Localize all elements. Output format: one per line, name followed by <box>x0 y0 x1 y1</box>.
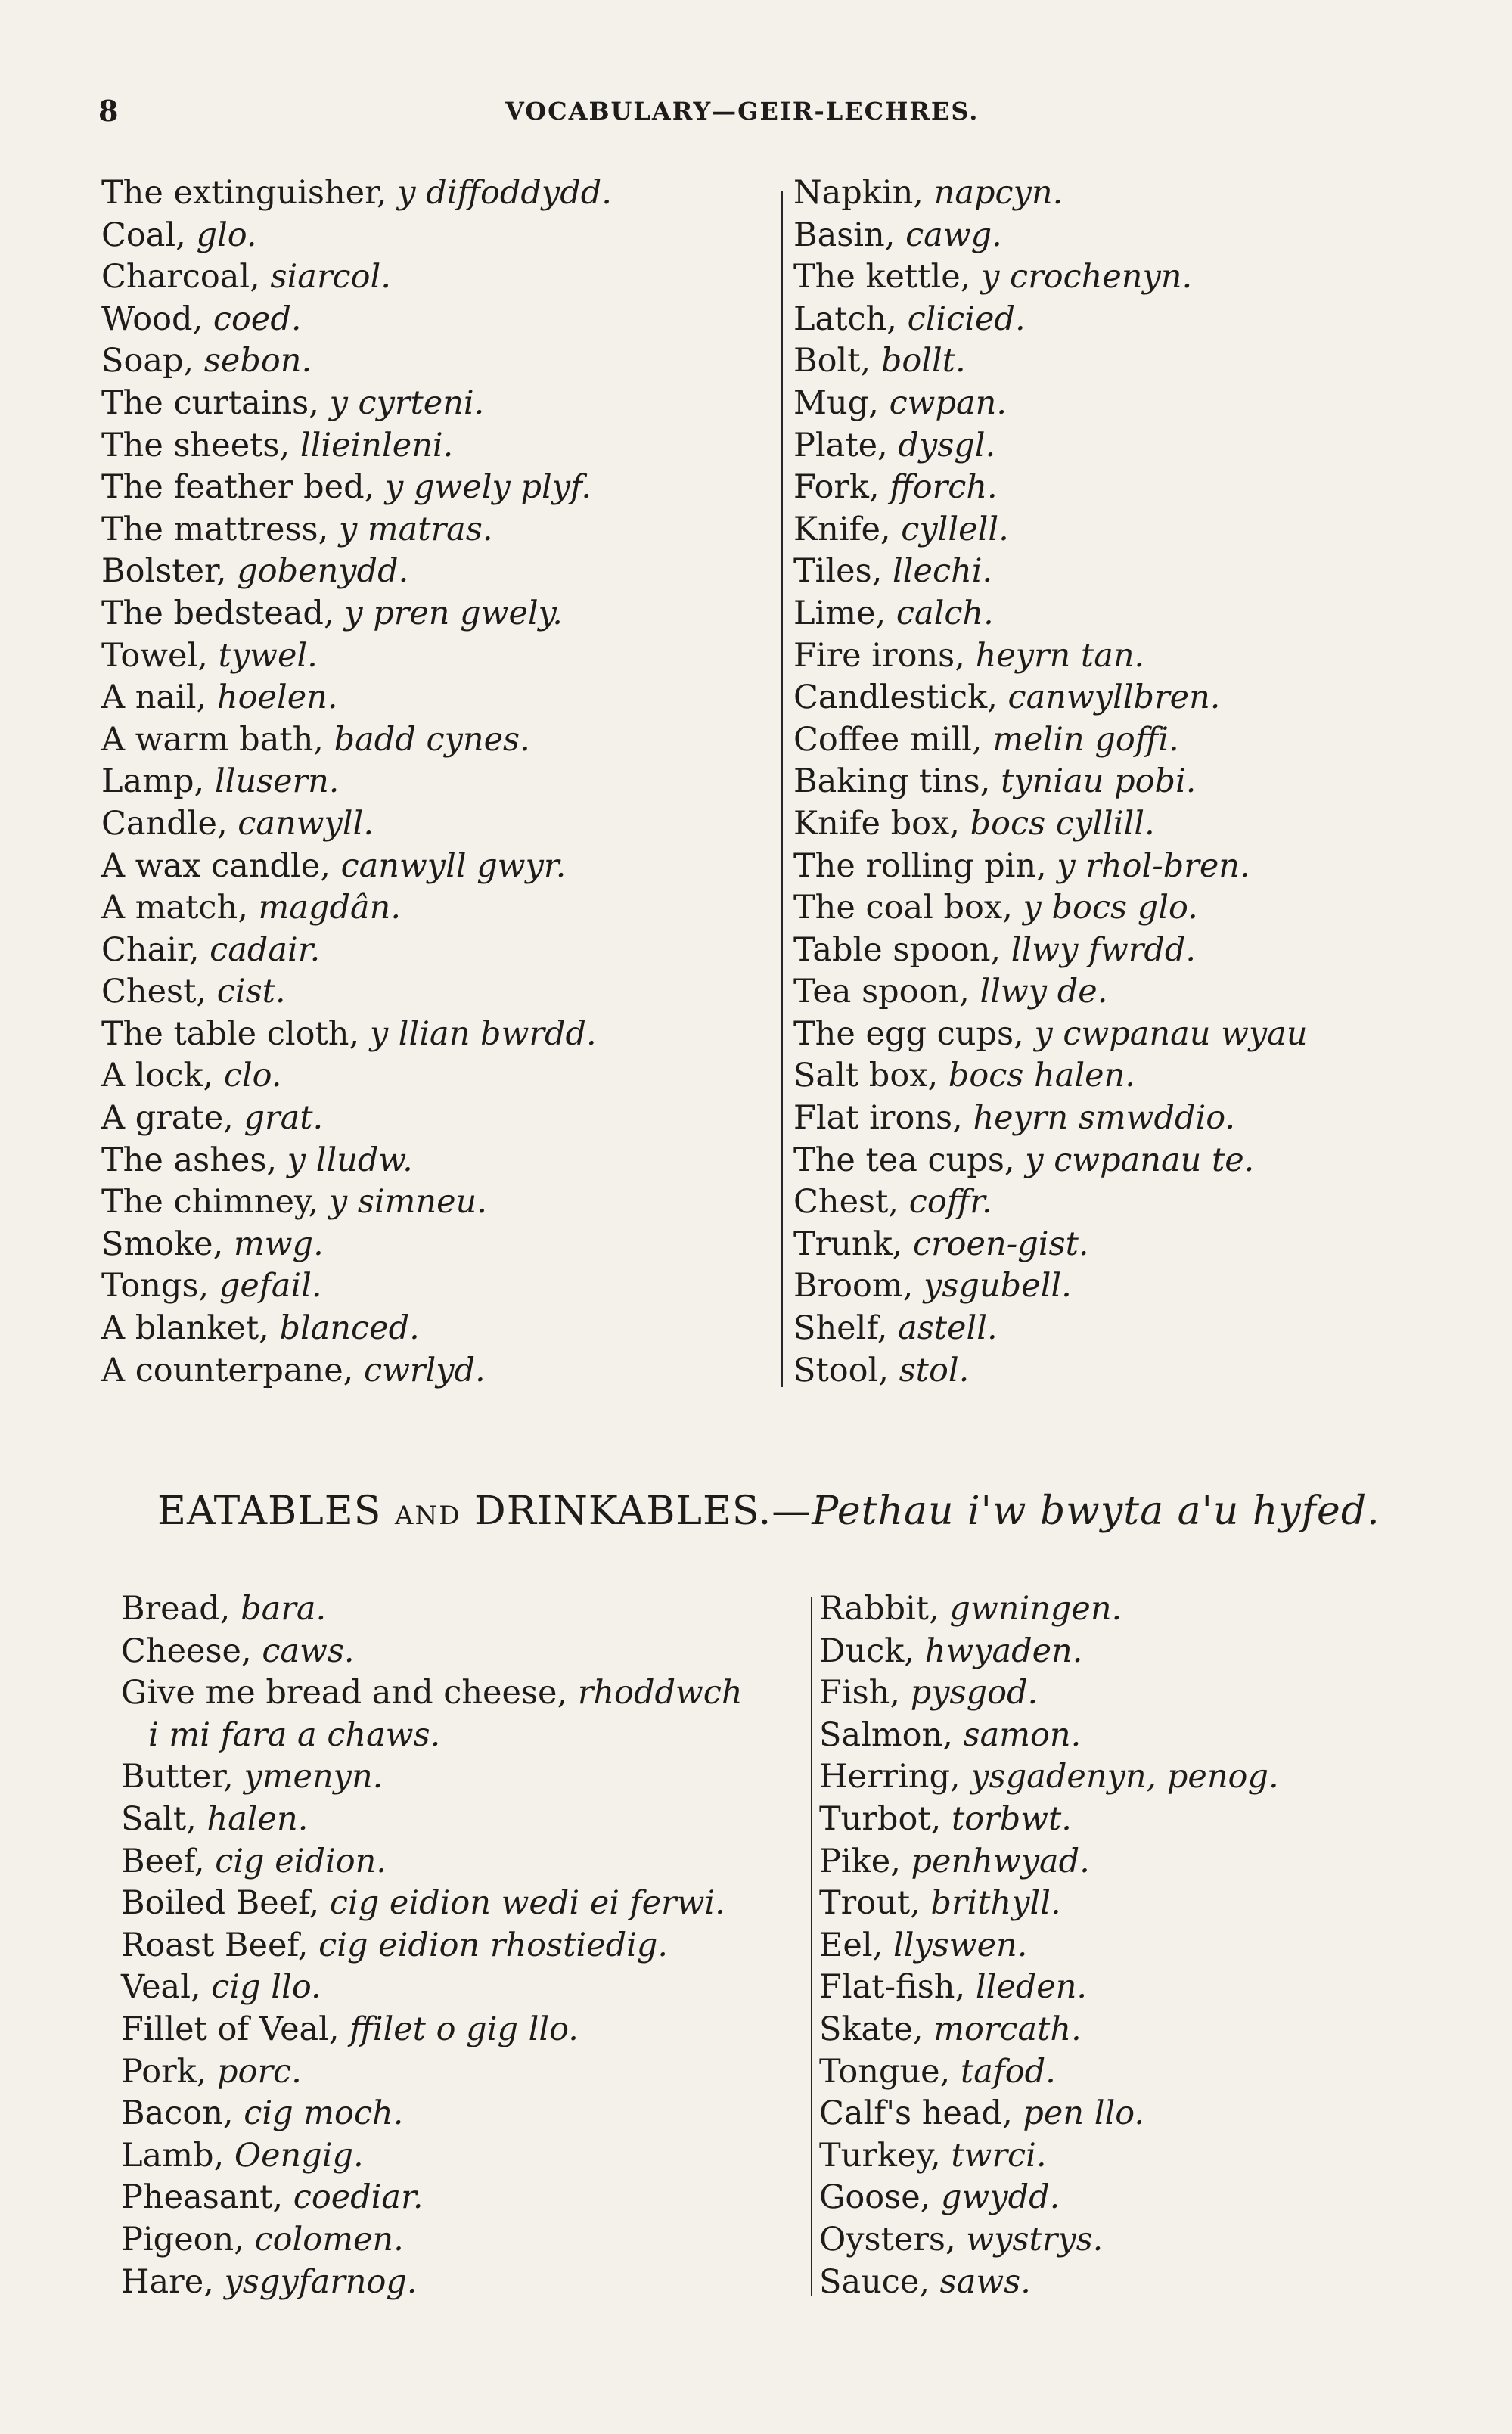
welsh-term: twrci. <box>951 2136 1047 2175</box>
vocab-entry <box>101 1055 612 1097</box>
vocab-entry <box>819 1756 1279 1799</box>
english-term: Candlestick, <box>793 678 1008 717</box>
welsh-term: lleden. <box>975 1968 1088 2007</box>
welsh-term: heyrn smwddio. <box>973 1099 1236 1138</box>
welsh-term: samon. <box>963 1715 1082 1754</box>
welsh-term: magdân. <box>258 889 401 927</box>
english-term: Turkey, <box>819 2136 952 2175</box>
welsh-term: tyniau pobi. <box>1001 762 1197 801</box>
vocab-entry <box>793 551 1308 593</box>
welsh-term: canwyll gwyr. <box>340 846 567 885</box>
welsh-term: stol. <box>899 1351 970 1389</box>
welsh-term: llusern. <box>214 762 340 801</box>
vocab-entry <box>819 2093 1279 2135</box>
english-term: Basin, <box>793 216 906 254</box>
english-term: The coal box, <box>793 889 1023 927</box>
welsh-term: torbwt. <box>951 1799 1072 1838</box>
welsh-term: coed. <box>213 300 302 338</box>
vocab-entry <box>819 1672 1279 1715</box>
vocab-entry <box>819 1883 1279 1925</box>
english-term: Smoke, <box>101 1225 234 1263</box>
welsh-term: croen-gist. <box>913 1225 1089 1263</box>
english-term: Lamp, <box>101 762 215 801</box>
vocab-entry <box>101 846 612 888</box>
welsh-term: cig moch. <box>244 2094 404 2133</box>
welsh-term: y pren gwely. <box>344 594 563 632</box>
vocab-entry <box>101 425 612 467</box>
english-term: Salt box, <box>793 1057 948 1095</box>
vocab-entry <box>819 1631 1279 1673</box>
english-term: The bedstead, <box>101 594 345 632</box>
english-term: Bolt, <box>793 342 881 380</box>
english-term: Fire irons, <box>793 636 976 675</box>
english-term: Butter, <box>121 1758 244 1796</box>
english-term: Baking tins, <box>793 762 1001 801</box>
vocab-entry <box>101 1224 612 1266</box>
english-term: The kettle, <box>793 258 982 296</box>
welsh-term: ymenyn. <box>244 1758 383 1796</box>
vocab-entry <box>793 172 1308 215</box>
welsh-term: colomen. <box>254 2220 404 2259</box>
welsh-term: cwpan. <box>889 383 1007 422</box>
english-term: The table cloth, <box>101 1014 370 1053</box>
vocab-entry <box>819 1925 1279 1967</box>
welsh-term: y cyrteni. <box>329 383 485 422</box>
welsh-term: llyswen. <box>893 1926 1028 1964</box>
english-term: The curtains, <box>101 383 330 422</box>
vocab-entry <box>793 215 1308 257</box>
vocab-entry <box>793 1350 1308 1392</box>
welsh-term: y cwpanau wyau <box>1034 1014 1308 1053</box>
welsh-term: wystrys. <box>966 2220 1104 2259</box>
welsh-term: y bocs glo. <box>1023 889 1198 927</box>
welsh-term: mwg. <box>233 1225 324 1263</box>
english-term: Pheasant, <box>121 2178 293 2217</box>
english-term: Give me bread and cheese, <box>121 1674 578 1712</box>
vocab-entry <box>819 2051 1279 2094</box>
english-term: Fish, <box>819 1674 911 1712</box>
page-number: 8 <box>98 94 119 128</box>
vocab-entry <box>121 2135 743 2178</box>
welsh-term: penhwyad. <box>911 1842 1090 1880</box>
english-term: Soap, <box>101 342 204 380</box>
welsh-term: cist. <box>216 973 286 1011</box>
english-term: Salt, <box>121 1799 207 1838</box>
welsh-term: morcath. <box>933 2010 1082 2048</box>
vocab-entry <box>819 1967 1279 2009</box>
vocab-entry <box>819 1799 1279 1841</box>
english-term: The egg cups, <box>793 1014 1035 1053</box>
welsh-term: y crochenyn. <box>981 258 1193 296</box>
english-term: Candle, <box>101 804 238 843</box>
welsh-term: canwyll. <box>238 804 374 843</box>
english-term: Eel, <box>819 1926 893 1964</box>
vocab-entry <box>793 887 1308 930</box>
welsh-term: ysgubell. <box>924 1267 1072 1305</box>
vocab-entry <box>819 1715 1279 1757</box>
english-term: Roast Beef, <box>121 1926 319 1964</box>
vocab-entry <box>121 1799 743 1841</box>
welsh-term: gwydd. <box>940 2178 1060 2217</box>
vocab-entry <box>793 1224 1308 1266</box>
english-term: Chair, <box>101 930 210 969</box>
welsh-term: glo. <box>196 216 257 254</box>
vocab-entry <box>793 1140 1308 1182</box>
welsh-term: i mi fara a chaws. <box>148 1715 441 1754</box>
welsh-term: llwy de. <box>980 973 1108 1011</box>
welsh-term: cig llo. <box>211 1968 321 2007</box>
english-term: Bread, <box>121 1590 241 1628</box>
vocab-entry <box>819 2219 1279 2262</box>
english-term: The extinguisher, <box>101 174 398 212</box>
vocab-entry <box>121 1883 743 1925</box>
english-term: Shelf, <box>793 1309 899 1348</box>
english-term: The tea cups, <box>793 1141 1026 1179</box>
welsh-term: bocs halen. <box>948 1057 1135 1095</box>
vocab-entry <box>793 971 1308 1014</box>
english-term: Plate, <box>793 426 899 464</box>
section-heading <box>157 1489 1380 1534</box>
vocab-entry <box>793 677 1308 719</box>
welsh-term: tafod. <box>960 2052 1056 2091</box>
welsh-term: ffilet o gig llo. <box>349 2010 579 2048</box>
vocab-entry <box>101 1097 612 1140</box>
vocab-entry <box>121 2051 743 2094</box>
english-term: Tea spoon, <box>793 973 980 1011</box>
welsh-term: brithyll. <box>930 1884 1061 1923</box>
english-term: Turbot, <box>819 1799 952 1838</box>
english-term: Rabbit, <box>819 1590 950 1628</box>
welsh-term: Oengig. <box>234 2136 364 2175</box>
english-term: Boiled Beef, <box>121 1884 330 1923</box>
english-term: Coffee mill, <box>793 720 993 759</box>
vocab-entry <box>101 1140 612 1182</box>
vocab-entry <box>121 2262 743 2304</box>
heading-and: AND <box>394 1501 461 1531</box>
vocab-entry <box>121 2177 743 2219</box>
welsh-term: cyllell. <box>901 510 1009 548</box>
vocab-entry <box>101 719 612 762</box>
english-term: Pork, <box>121 2052 218 2091</box>
welsh-term: cig eidion wedi ei ferwi. <box>329 1884 725 1923</box>
welsh-term: gobenydd. <box>237 552 409 591</box>
welsh-term: heyrn tan. <box>975 636 1145 675</box>
running-title: VOCABULARY—GEIR-LECHRES. <box>505 97 980 126</box>
vocab-entry <box>101 215 612 257</box>
welsh-term: llieinleni. <box>300 426 454 464</box>
welsh-term: clicied. <box>907 300 1026 338</box>
english-term: Skate, <box>819 2010 934 2048</box>
welsh-term: llwy fwrdd. <box>1011 930 1197 969</box>
vocab-entry <box>101 1265 612 1308</box>
section1-right-column <box>793 172 1308 1392</box>
english-term: Mug, <box>793 383 890 422</box>
vocab-entry <box>793 1014 1308 1056</box>
vocab-entry <box>793 1308 1308 1350</box>
english-term: Flat-fish, <box>819 1968 976 2007</box>
english-term: The sheets, <box>101 426 300 464</box>
vocab-entry <box>121 2219 743 2262</box>
welsh-term: hwyaden. <box>924 1631 1083 1670</box>
english-term: Flat irons, <box>793 1099 973 1138</box>
english-term: Latch, <box>793 300 908 338</box>
welsh-term: cwrlyd. <box>364 1351 486 1389</box>
vocab-entry <box>793 930 1308 972</box>
english-term: Chest, <box>101 973 217 1011</box>
english-term: A lock, <box>101 1057 224 1095</box>
vocab-entry <box>101 1308 612 1350</box>
vocab-entry <box>101 551 612 593</box>
vocab-entry <box>121 1631 743 1673</box>
english-term: Tongs, <box>101 1267 219 1305</box>
welsh-term: gwningen. <box>949 1590 1122 1628</box>
vocab-entry <box>101 383 612 425</box>
english-term: Towel, <box>101 636 219 675</box>
vocab-entry <box>793 1265 1308 1308</box>
welsh-term: coffr. <box>908 1183 992 1222</box>
welsh-term: cig eidion. <box>215 1842 387 1880</box>
welsh-term: porc. <box>217 2052 302 2091</box>
welsh-term: bara. <box>241 1590 327 1628</box>
welsh-term: hoelen. <box>216 678 338 717</box>
vocab-entry <box>101 467 612 509</box>
vocab-entry <box>819 2135 1279 2178</box>
vocab-entry <box>793 383 1308 425</box>
english-term: Pigeon, <box>121 2220 255 2259</box>
welsh-term: y matras. <box>338 510 493 548</box>
heading-eatables: EATABLES <box>157 1489 382 1534</box>
vocab-entry <box>793 340 1308 383</box>
vocab-entry <box>101 299 612 341</box>
english-term: Veal, <box>121 1968 212 2007</box>
english-term: Tiles, <box>793 552 893 591</box>
welsh-term: grat. <box>244 1099 324 1138</box>
welsh-term: astell. <box>898 1309 998 1348</box>
english-term: A match, <box>101 889 259 927</box>
section2-column-divider <box>811 1597 812 2296</box>
english-term: Wood, <box>101 300 213 338</box>
english-term: A blanket, <box>101 1309 280 1348</box>
english-term: Fork, <box>793 468 890 507</box>
vocab-entry <box>793 803 1308 846</box>
welsh-term: y simneu. <box>328 1183 487 1222</box>
english-term: Pike, <box>819 1842 911 1880</box>
welsh-term: caws. <box>262 1631 355 1670</box>
vocab-entry <box>793 846 1308 888</box>
welsh-term: cawg. <box>905 216 1002 254</box>
english-term: The chimney, <box>101 1183 329 1222</box>
welsh-term: saws. <box>939 2262 1031 2301</box>
english-term: The mattress, <box>101 510 339 548</box>
welsh-term: y llian bwrdd. <box>369 1014 597 1053</box>
vocab-entry <box>121 1588 743 1631</box>
welsh-term: y gwely plyf. <box>384 468 592 507</box>
vocab-entry <box>101 172 612 215</box>
welsh-term: coediar. <box>293 2178 424 2217</box>
english-term: Chest, <box>793 1183 909 1222</box>
vocab-entry <box>101 1181 612 1224</box>
english-term: The feather bed, <box>101 468 385 507</box>
vocab-entry <box>819 2262 1279 2304</box>
vocab-entry <box>819 2009 1279 2051</box>
english-term: A wax candle, <box>101 846 341 885</box>
vocab-entry <box>819 1841 1279 1883</box>
english-term: Calf's head, <box>819 2094 1023 2133</box>
english-term: A counterpane, <box>101 1351 365 1389</box>
welsh-term: calch. <box>896 594 994 632</box>
vocab-entry <box>101 1350 612 1392</box>
vocab-entry <box>101 887 612 930</box>
english-term: Oysters, <box>819 2220 967 2259</box>
vocab-entry <box>101 761 612 803</box>
english-term: Salmon, <box>819 1715 964 1754</box>
vocab-entry <box>101 256 612 299</box>
vocab-entry <box>101 635 612 678</box>
vocab-entry <box>793 509 1308 551</box>
english-term: Knife box, <box>793 804 970 843</box>
vocab-entry <box>121 1967 743 2009</box>
welsh-term: halen. <box>206 1799 309 1838</box>
english-term: Bolster, <box>101 552 238 591</box>
welsh-term: cig eidion rhostiedig. <box>318 1926 669 1964</box>
section1-column-divider <box>781 191 783 1387</box>
english-term: Sauce, <box>819 2262 940 2301</box>
heading-welsh: Pethau i'w bwyta a'u hyfed. <box>812 1489 1380 1534</box>
english-term: Charcoal, <box>101 258 271 296</box>
welsh-term: badd cynes. <box>334 720 530 759</box>
welsh-term: y diffoddydd. <box>397 174 612 212</box>
welsh-term: sebon. <box>203 342 312 380</box>
english-term: Duck, <box>819 1631 925 1670</box>
english-term: Beef, <box>121 1842 216 1880</box>
english-term: Stool, <box>793 1351 899 1389</box>
english-term: Fillet of Veal, <box>121 2010 350 2048</box>
vocab-entry <box>793 1181 1308 1224</box>
english-term: Goose, <box>819 2178 941 2217</box>
vocab-entry <box>101 677 612 719</box>
english-term: The rolling pin, <box>793 846 1057 885</box>
welsh-term: bollt. <box>880 342 966 380</box>
section2-right-column <box>819 1588 1279 2303</box>
welsh-term: melin goffi. <box>992 720 1179 759</box>
welsh-term: bocs cyllill. <box>970 804 1155 843</box>
welsh-term: pysgod. <box>910 1674 1039 1712</box>
welsh-term: cadair. <box>210 930 321 969</box>
english-term: Lime, <box>793 594 896 632</box>
welsh-term: rhoddwch <box>577 1674 743 1712</box>
vocab-entry <box>793 593 1308 635</box>
vocab-entry <box>121 1756 743 1799</box>
welsh-term: gefail. <box>219 1267 322 1305</box>
vocab-entry <box>101 593 612 635</box>
english-term: Table spoon, <box>793 930 1011 969</box>
english-term: Lamb, <box>121 2136 234 2175</box>
vocab-entry <box>121 2009 743 2051</box>
welsh-term: napcyn. <box>933 174 1063 212</box>
welsh-term: fforch. <box>890 468 998 507</box>
english-term: Cheese, <box>121 1631 262 1670</box>
vocab-entry <box>121 1715 743 1757</box>
vocab-entry <box>121 1672 743 1715</box>
vocab-entry <box>101 340 612 383</box>
english-term: A nail, <box>101 678 217 717</box>
english-term: The ashes, <box>101 1141 287 1179</box>
english-term: Knife, <box>793 510 902 548</box>
vocab-entry <box>121 2093 743 2135</box>
welsh-term: canwyllbren. <box>1007 678 1221 717</box>
welsh-term: blanced. <box>279 1309 420 1348</box>
vocab-entry <box>793 635 1308 678</box>
vocab-entry <box>793 719 1308 762</box>
english-term: Hare, <box>121 2262 225 2301</box>
welsh-term: y cwpanau te. <box>1025 1141 1255 1179</box>
welsh-term: y rhol-bren. <box>1057 846 1250 885</box>
welsh-term: dysgl. <box>898 426 996 464</box>
english-term: Broom, <box>793 1267 924 1305</box>
vocab-entry <box>101 930 612 972</box>
welsh-term: ysgyfarnog. <box>224 2262 418 2301</box>
vocab-entry <box>819 2177 1279 2219</box>
welsh-term: llechi. <box>893 552 993 591</box>
vocab-entry <box>793 761 1308 803</box>
english-term: Bacon, <box>121 2094 244 2133</box>
vocab-entry <box>819 1588 1279 1631</box>
welsh-term: y lludw. <box>287 1141 413 1179</box>
english-term: Napkin, <box>793 174 934 212</box>
welsh-term: ysgadenyn, penog. <box>970 1758 1279 1796</box>
english-term: A warm bath, <box>101 720 334 759</box>
welsh-term: tywel. <box>218 636 318 675</box>
vocab-entry <box>101 509 612 551</box>
heading-drinkables: DRINKABLES.— <box>474 1489 812 1534</box>
vocab-entry <box>793 425 1308 467</box>
vocab-entry <box>793 467 1308 509</box>
welsh-term: clo. <box>223 1057 282 1095</box>
vocab-entry <box>101 803 612 846</box>
section2-left-column <box>121 1588 743 2303</box>
vocab-entry <box>793 1055 1308 1097</box>
welsh-term: siarcol. <box>270 258 391 296</box>
vocab-entry <box>793 1097 1308 1140</box>
english-term: Coal, <box>101 216 197 254</box>
vocab-entry <box>121 1841 743 1883</box>
vocab-entry <box>793 256 1308 299</box>
vocab-entry <box>793 299 1308 341</box>
english-term: Tongue, <box>819 2052 961 2091</box>
welsh-term: pen llo. <box>1023 2094 1145 2133</box>
english-term: Herring, <box>819 1758 971 1796</box>
vocab-entry <box>101 971 612 1014</box>
english-term: A grate, <box>101 1099 244 1138</box>
section1-left-column <box>101 172 612 1392</box>
vocab-entry <box>101 1014 612 1056</box>
english-term: Trunk, <box>793 1225 914 1263</box>
english-term: Trout, <box>819 1884 931 1923</box>
vocab-entry <box>121 1925 743 1967</box>
